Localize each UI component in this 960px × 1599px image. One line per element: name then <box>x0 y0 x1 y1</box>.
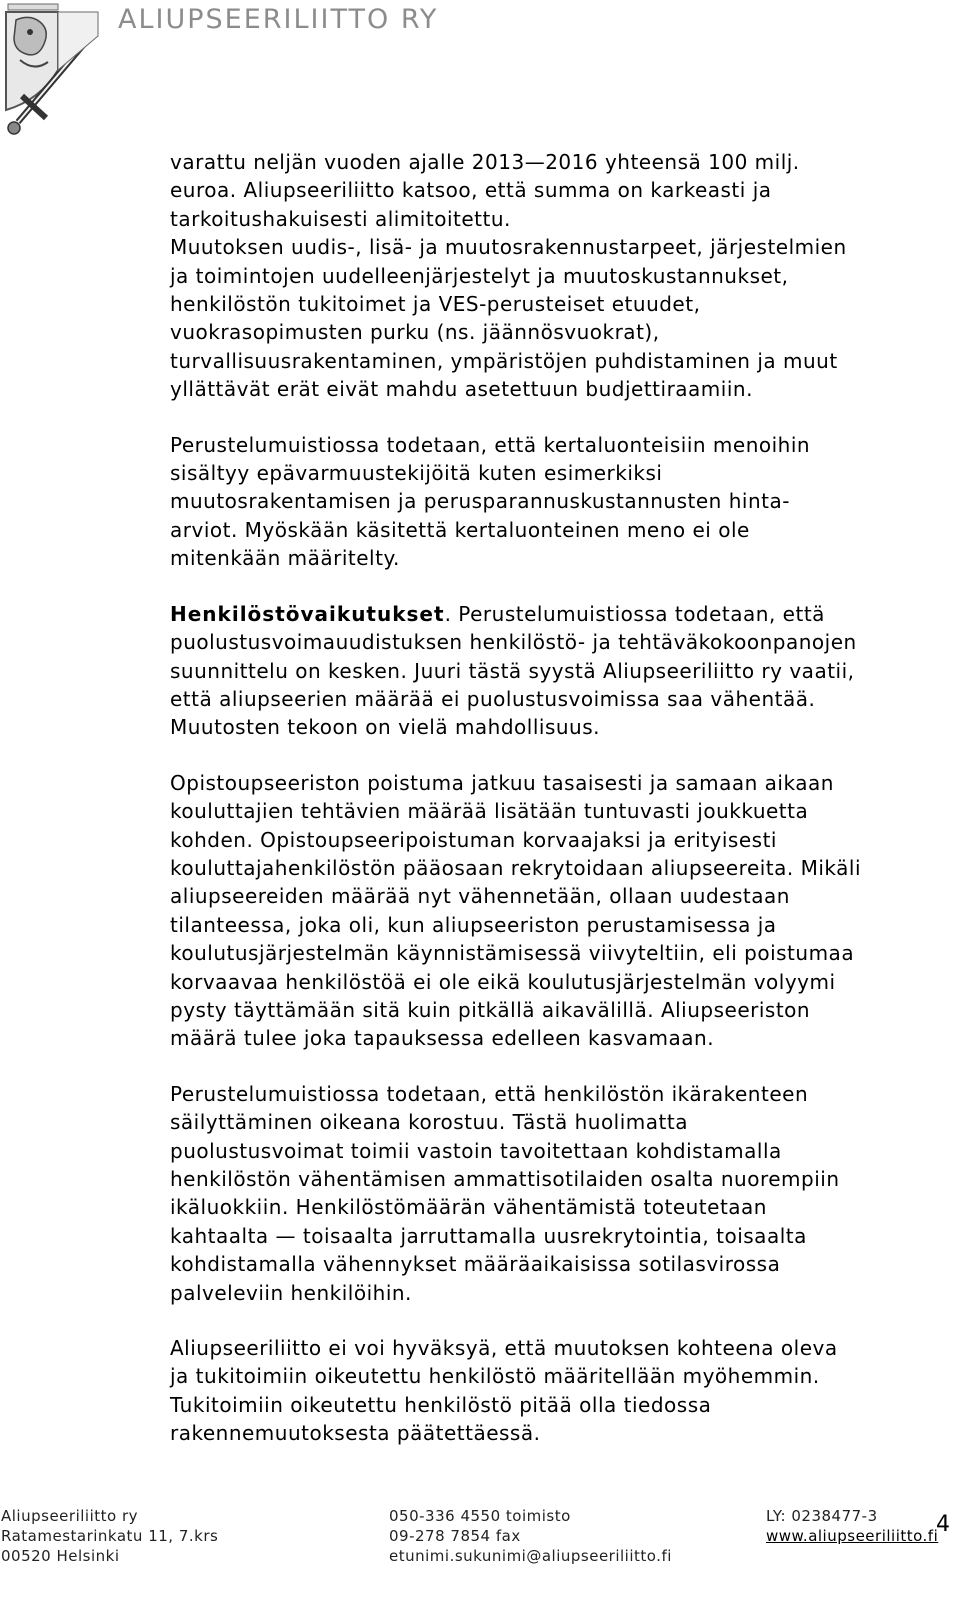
paragraph-officer-attrition: Opistoupseeriston poistuma jatkuu tasaisesti ja samaan aikaan kouluttajien tehtävien määrää lisätään tuntuvasti joukkuetta kohden. Opistoupseeripoistuman korvaajaksi ja erityisesti kouluttajahenkilöstön pääosaan rekrytoidaan aliupseereita. Mikäli aliupseereiden määrää nyt vähennetään, ollaan uudestaan tilanteessa, joka oli, kun aliupseeriston perustamisessa ja koulutusjärjestelmän käynnistämisessä viivyteltiin, eli poistumaa korvaavaa henkilöstöä ei ole eikä koulutusjärjestelmän volyymi pysty täyttämään sitä kuin pitkällä aikavälillä. Aliupseeriston määrä tulee joka tapauksessa edelleen kasvamaan. <box>170 770 862 1051</box>
section-heading: Henkilöstövaikutukset <box>170 601 445 626</box>
footer-phone: 050-336 4550 toimisto <box>389 1507 571 1525</box>
page-number: 4 <box>936 1512 950 1537</box>
footer-email: etunimi.sukunimi@aliupseeriliitto.fi <box>389 1547 672 1565</box>
footer-business <box>766 1506 938 1546</box>
footer-fax: 09-278 7854 fax <box>389 1527 521 1545</box>
paragraph-personnel-text: . Perustelumuistiossa todetaan, että puolustusvoimauudistuksen henkilöstö- ja tehtäväkokoonpanojen suunnittelu on kesken. Juuri tästä syystä Aliupseeriliitto ry vaatii, että aliupseerien määrää ei puolustusvoimissa saa vähentää. Muutosten tekoon on vielä mahdollisuus. <box>170 601 857 740</box>
footer-street: Ratamestarinkatu 11, 7.krs <box>1 1527 219 1545</box>
footer-website-link[interactable]: www.aliupseeriliitto.fi <box>766 1527 939 1545</box>
footer-address <box>1 1506 218 1566</box>
organization-title: ALIUPSEERILIITTO RY <box>118 4 439 35</box>
lion-sword-crest-icon <box>0 0 115 138</box>
paragraph-personnel-effects <box>170 600 960 742</box>
footer-contact <box>389 1506 672 1566</box>
paragraph-support-measures: Aliupseeriliitto ei voi hyväksyä, että muutoksen kohteena oleva ja tukitoimiin oikeutettu henkilöstö määritellään myöhemmin. Tukitoimiin oikeutettu henkilöstö pitää olla tiedossa rakennemuutoksesta päätettäessä. <box>170 1336 838 1446</box>
paragraph-one-time-costs: Perustelumuistiossa todetaan, että kertaluonteisiin menoihin sisältyy epävarmuustekijöitä kuten esimerkiksi muutosrakentamisen ja perusparannuskustannusten hinta- arviot. Myöskään käsitettä kertaluonteinen meno ei ole mitenkään määritelty. <box>170 432 811 571</box>
footer-org-name: Aliupseeriliitto ry <box>1 1507 138 1525</box>
page-footer <box>0 1506 960 1596</box>
paragraph-budget: varattu neljän vuoden ajalle 2013—2016 yhteensä 100 milj. euroa. Aliupseeriliitto katsoo, että summa on karkeasti ja tarkoitushakuisesti alimitoitettu. Muutoksen uudis-, lisä- ja muutosrakennustarpeet, järjestelmien ja toimintojen uudelleenjärjestelyt ja muutoskustannukset, henkilöstön tukitoimet ja VES-perusteiset etuudet, vuokrasopimusten purku (ns. jäännösvuokrat), turvallisuusrakentaminen, ympäristöjen puhdistaminen ja muut yllättävät erät eivät mahdu asetettuun budjettiraamiin. <box>170 150 847 402</box>
footer-business-id: LY: 0238477-3 <box>766 1507 878 1525</box>
document-body <box>170 148 960 1475</box>
paragraph-age-structure: Perustelumuistiossa todetaan, että henkilöstön ikärakenteen säilyttäminen oikeana korostuu. Tästä huolimatta puolustusvoimat toimii vastoin tavoitettaan kohdistamalla henkilöstön vähentämisen ammattisotilaiden osalta nuorempiin ikäluokkiin. Henkilöstömäärän vähentämistä toteutetaan kahtaalta — toisaalta jarruttamalla uusrekrytointia, toisaalta kohdistamalla vähennykset määräaikaisissa sotilasvirossa palveleviin henkilöihin. <box>170 1081 840 1305</box>
footer-postal: 00520 Helsinki <box>1 1547 120 1565</box>
